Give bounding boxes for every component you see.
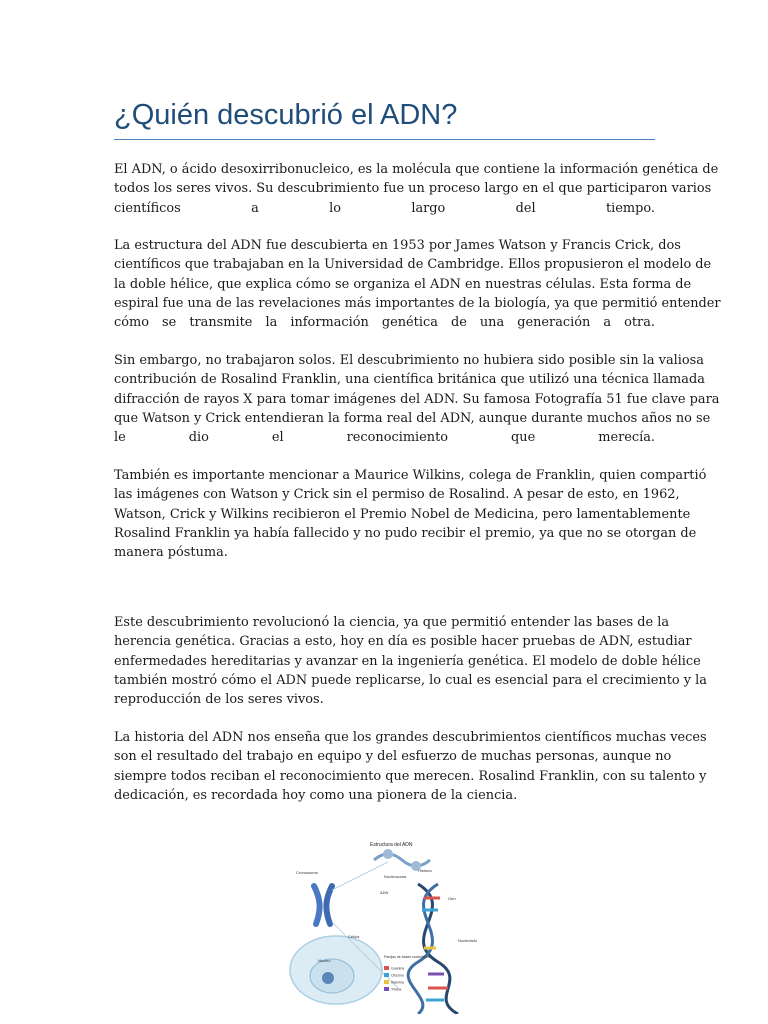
paragraph-4 (114, 466, 707, 562)
legend-swatch-timina (384, 987, 389, 991)
paragraph-line: también mostró cómo el ADN puede replicarse, lo cual es esencial para el crecimiento y la (114, 672, 707, 688)
double-helix (408, 884, 458, 1014)
paragraph-line: La historia del ADN nos enseña que los grandes descubrimientos científicos muchas veces (114, 730, 707, 745)
paragraph-line: siempre todos reciban el reconocimiento que merecen. Rosalind Franklin, con su talento y (114, 768, 707, 784)
paragraph-line: reproducción de los seres vivos. (114, 692, 324, 708)
paragraph-line: difracción de rayos X para tomar imágenes del ADN. Su famosa Fotografía 51 fue clave para (114, 391, 720, 407)
paragraph-line: Watson, Crick y Wilkins recibieron el Premio Nobel de Medicina, pero lamentablemente (114, 506, 691, 522)
label-nucleotido: Nucleótido (458, 938, 477, 943)
legend-swatch-adenina (384, 980, 389, 984)
paragraph-line: enfermedades hereditarias y avanzar en la ingeniería genética. El modelo de doble hélice (114, 653, 701, 669)
legend-swatch-citosina (384, 973, 389, 977)
paragraph-line: manera póstuma. (114, 545, 228, 561)
nucleolus-dot (322, 972, 334, 984)
paragraph-2 (114, 236, 721, 332)
figure-title: Estructura del ADN (370, 842, 413, 848)
title-underline (114, 139, 655, 140)
paragraph-line: contribución de Rosalind Franklin, una científica británica que utilizó una técnica llamada (114, 372, 705, 388)
legend-swatch-guanina (384, 966, 389, 970)
label-celula: Célula (348, 934, 360, 939)
dna-structure-figure (288, 838, 494, 1014)
label-histona: Histona (418, 868, 432, 873)
label-gen: Gen (448, 896, 456, 901)
paragraph-line: que Watson y Crick entendieran la forma real del ADN, aunque durante muchos años no se (114, 410, 711, 426)
paragraph-line: le dio el reconocimiento que merecía. (114, 430, 655, 446)
label-nucleosoma: Nucleosoma (384, 874, 407, 879)
label-adn: ADN (380, 890, 389, 895)
paragraph-line: Sin embargo, no trabajaron solos. El descubrimiento no hubiera sido posible sin la valiosa (114, 353, 704, 368)
legend-adenina: Adenina (391, 980, 404, 985)
paragraph-line: dedicación, es recordada hoy como una pionera de la ciencia. (114, 787, 518, 803)
paragraph-line: cómo se transmite la información genética de una generación a otra. (114, 315, 655, 331)
paragraph-line: la doble hélice, que explica cómo se organiza el ADN en nuestras células. Esta forma de (114, 276, 692, 292)
paragraph-line: Este descubrimiento revolucionó la ciencia, ya que permitió entender las bases de la (114, 615, 670, 630)
chromatin-coil (374, 854, 430, 866)
legend-citosina: Citosina (391, 973, 404, 978)
paragraph-5 (114, 613, 707, 709)
paragraph-line: La estructura del ADN fue descubierta en 1953 por James Watson y Francis Crick, dos (114, 238, 681, 253)
paragraph-line: También es importante mencionar a Maurice Wilkins, colega de Franklin, quien compartió (114, 468, 707, 483)
label-cromosoma: Cromosoma (296, 870, 318, 875)
paragraph-6 (114, 728, 707, 805)
paragraph-line: espiral fue una de las revelaciones más importantes de la biología, ya que permitió entender (114, 295, 721, 311)
histone-dot (383, 849, 393, 859)
paragraph-1 (114, 160, 719, 218)
chromosome-icon (314, 886, 332, 924)
paragraph-line: científicos que trabajaban en la Universidad de Cambridge. Ellos propusieron el modelo de (114, 257, 712, 273)
paragraph-line: El ADN, o ácido desoxirribonucleico, es la molécula que contiene la información genética de (114, 162, 719, 177)
paragraph-line: Rosalind Franklin ya había fallecido y no pudo recibir el premio, ya que no se otorgan de (114, 525, 697, 541)
paragraph-line: son el resultado del trabajo en equipo y del esfuerzo de muchas personas, aunque no (114, 749, 672, 765)
paragraph-line: todos los seres vivos. Su descubrimiento fue un proceso largo en el que participaron varios (114, 181, 712, 197)
legend-guanina: Guanina (391, 966, 405, 971)
legend-title: Parejas de bases nucleótidos (384, 955, 430, 959)
paragraph-line: las imágenes con Watson y Crick sin el permiso de Rosalind. A pesar de esto, en 1962, (114, 487, 680, 503)
page-title: ¿Quién descubrió el ADN? (114, 99, 458, 131)
paragraph-3 (114, 351, 720, 447)
paragraph-line: científicos a lo largo del tiempo. (114, 200, 655, 216)
paragraph-line: herencia genética. Gracias a esto, hoy en día es posible hacer pruebas de ADN, estudiar (114, 634, 692, 650)
legend-timina: Timina (391, 987, 402, 992)
label-nucleo: Núcleo (318, 958, 331, 963)
